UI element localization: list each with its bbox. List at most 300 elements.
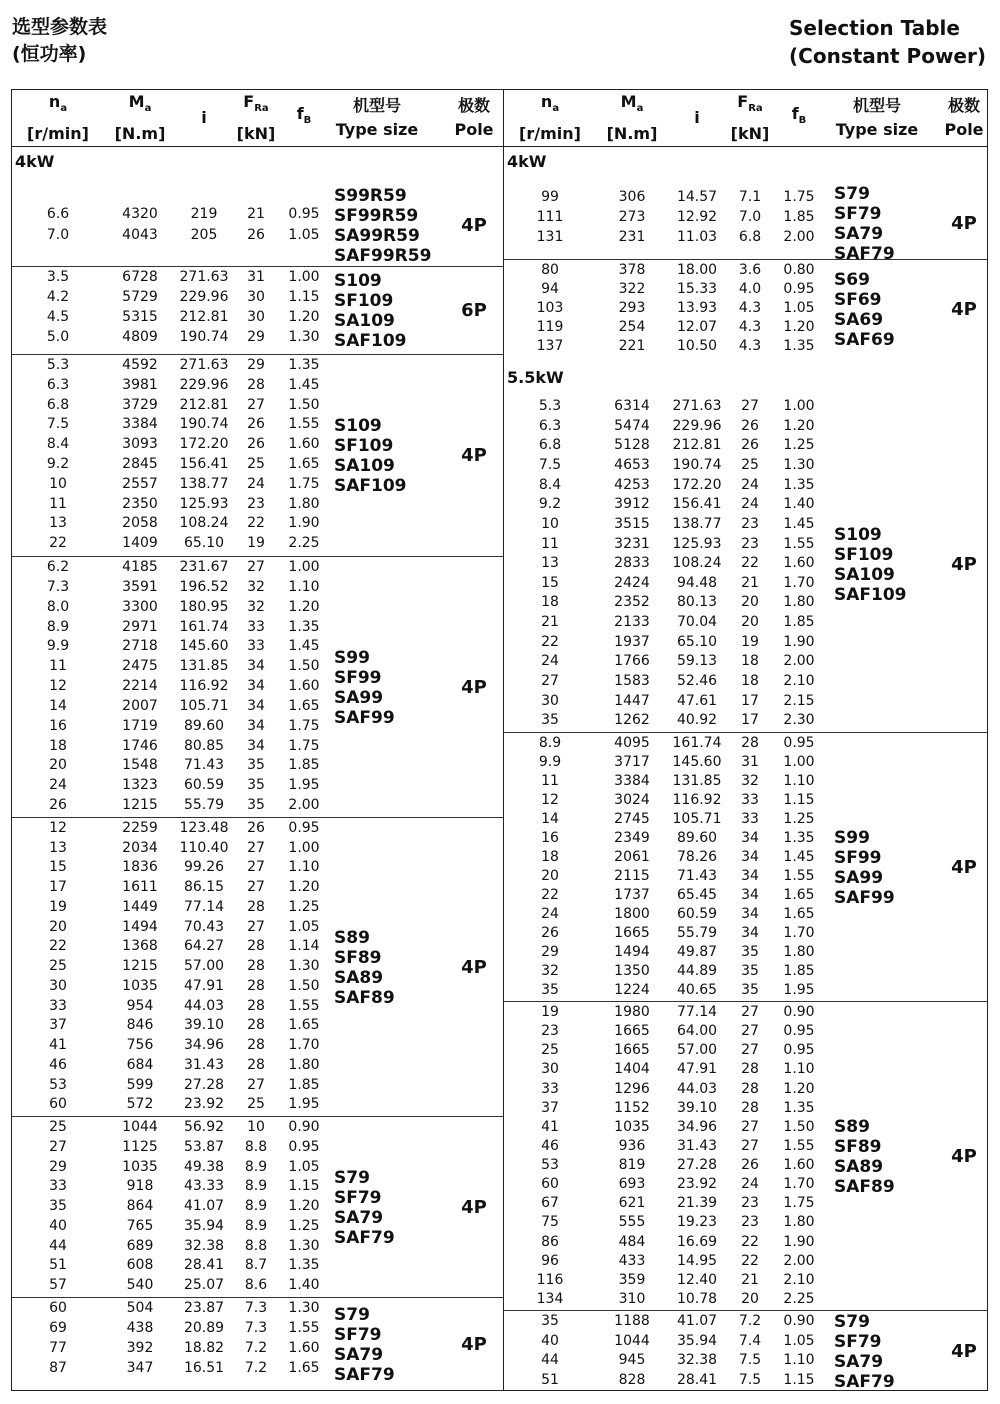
col-fra-unit: [kN] [236, 123, 276, 143]
cell-i: 156.41 [672, 496, 722, 513]
cell-ma: 6314 [614, 398, 650, 414]
cell-fra: 24 [247, 475, 265, 492]
cell-fra: 28 [741, 1061, 759, 1078]
cell-fb: 1.00 [288, 839, 320, 856]
cell-na: 24 [541, 906, 559, 922]
col-na-subscript: a [552, 103, 560, 115]
cell-fra: 28 [741, 1080, 759, 1097]
cell-fra: 3.6 [738, 262, 762, 278]
table-row [12, 1095, 332, 1114]
table-row [504, 633, 824, 652]
table-row [12, 356, 332, 375]
col-type-symbol: 机型号 [852, 96, 901, 115]
cell-ma: 2061 [614, 849, 650, 865]
cell-fra: 35 [247, 797, 265, 814]
cell-na: 29 [49, 1158, 67, 1175]
cell-fb: 0.95 [783, 281, 815, 297]
cell-fra: 34 [247, 697, 265, 714]
table-row [504, 1060, 824, 1079]
cell-i: 14.57 [676, 189, 718, 205]
cell-na: 7.5 [538, 456, 562, 473]
cell-ma: 1368 [122, 938, 158, 955]
cell-i: 78.26 [676, 849, 718, 865]
table-row [12, 858, 332, 877]
cell-fb: 0.95 [783, 1023, 815, 1040]
cell-ma: 347 [126, 1359, 154, 1376]
table-row [504, 397, 824, 416]
cell-ma: 1665 [614, 925, 650, 941]
cell-na: 18 [541, 849, 559, 865]
cell-fra: 31 [741, 754, 759, 770]
cell-na: 53 [49, 1076, 67, 1093]
col-fra-label [243, 90, 268, 121]
table-row [12, 1076, 332, 1095]
cell-fra: 28 [247, 1056, 265, 1073]
table-row [12, 637, 332, 656]
cell-fb: 1.65 [288, 1359, 320, 1376]
cell-i: 145.60 [179, 638, 229, 655]
cell-fb: 1.55 [783, 535, 815, 552]
cell-na: 8.0 [46, 598, 70, 615]
cell-na: 9.9 [46, 638, 70, 655]
table-row [12, 717, 332, 736]
cell-fra: 28 [247, 1037, 265, 1054]
col-na-symbol: n [48, 92, 61, 112]
cell-i: 11.03 [676, 228, 718, 245]
cell-fb: 0.95 [783, 1042, 815, 1059]
cell-i: 18.82 [183, 1339, 225, 1356]
cell-fb: 1.80 [288, 495, 320, 512]
cell-ma: 689 [126, 1237, 154, 1254]
type-size: SF109 [334, 436, 394, 456]
table-row [12, 796, 332, 815]
cell-fra: 27 [741, 398, 759, 414]
cell-fb: 1.85 [288, 1076, 320, 1093]
cell-fb: 1.40 [288, 1277, 320, 1294]
cell-i: 15.33 [676, 281, 718, 297]
type-size-list [334, 1305, 395, 1385]
cell-fb: 1.10 [288, 859, 320, 876]
cell-fra: 27 [741, 1042, 759, 1059]
cell-fra: 26 [247, 436, 265, 453]
cell-fra: 17 [741, 712, 759, 729]
table-row [12, 534, 332, 553]
type-size: SA99R59 [334, 225, 420, 246]
cell-fra: 23 [741, 535, 759, 552]
type-size-list [834, 270, 895, 350]
cell-i: 156.41 [179, 456, 229, 472]
cell-ma: 2350 [122, 495, 158, 512]
cell-na: 7.0 [46, 226, 70, 243]
col-na-label [541, 90, 559, 121]
cell-i: 70.43 [183, 918, 225, 935]
cell-fra: 35 [741, 963, 759, 979]
cell-fra: 10 [247, 1119, 265, 1135]
type-size: S79 [834, 1312, 870, 1332]
cell-fb: 1.30 [783, 456, 815, 473]
table-row [504, 495, 824, 514]
cell-na: 44 [541, 1352, 559, 1368]
col-na-label [49, 90, 67, 121]
type-size: S89 [834, 1117, 870, 1137]
cell-fra: 8.6 [244, 1277, 268, 1294]
cell-fb: 0.90 [783, 1313, 815, 1329]
cell-fra: 26 [741, 1157, 759, 1173]
col-type-label [853, 94, 901, 118]
table-row [504, 962, 824, 981]
type-size-list [334, 928, 395, 1008]
cell-fra: 22 [741, 1233, 759, 1250]
cell-na: 32 [541, 963, 559, 979]
cell-fra: 32 [741, 773, 759, 789]
col-fra-subscript: Ra [748, 103, 763, 115]
cell-na: 20 [49, 918, 67, 935]
cell-i: 44.03 [183, 997, 225, 1014]
cell-ma: 438 [126, 1319, 154, 1336]
cell-fb: 0.95 [288, 1138, 320, 1155]
type-size-list [334, 648, 395, 728]
table-row [504, 829, 824, 848]
cell-fb: 1.20 [783, 319, 815, 335]
type-size: SA99 [334, 688, 384, 708]
cell-fb: 1.70 [288, 1037, 320, 1054]
cell-fb: 1.35 [783, 830, 815, 846]
cell-i: 271.63 [179, 357, 229, 373]
type-size: SAF79 [334, 1228, 395, 1248]
type-size: SA79 [334, 1345, 384, 1365]
cell-na: 33 [541, 1080, 559, 1097]
type-size: SA99 [834, 868, 884, 888]
cell-fb: 1.95 [288, 777, 320, 794]
table-row [504, 593, 824, 612]
cell-ma: 1044 [122, 1119, 158, 1135]
cell-ma: 3300 [122, 598, 158, 615]
type-size-list [834, 1117, 895, 1197]
cell-ma: 433 [618, 1252, 646, 1269]
type-size: SF99 [834, 848, 882, 868]
cell-fra: 7.2 [244, 1339, 268, 1356]
cell-ma: 954 [126, 997, 154, 1014]
cell-ma: 572 [126, 1096, 154, 1113]
type-size: SF79 [334, 1188, 382, 1208]
cell-fb: 1.35 [783, 338, 815, 354]
type-size: SAF99 [334, 708, 395, 728]
table-row [12, 328, 332, 347]
cell-fra: 18 [741, 673, 759, 690]
cell-fb: 1.00 [783, 398, 815, 414]
cell-na: 9.9 [538, 754, 562, 770]
table-row [12, 898, 332, 917]
cell-i: 40.65 [676, 982, 718, 998]
cell-ma: 918 [126, 1178, 154, 1195]
cell-i: 105.71 [672, 811, 722, 827]
cell-fra: 4.3 [738, 319, 762, 335]
cell-na: 86 [541, 1233, 559, 1250]
table-row [504, 574, 824, 593]
col-fb-subscript: B [798, 115, 807, 127]
cell-ma: 2475 [122, 658, 158, 675]
cell-fb: 1.60 [288, 1339, 320, 1356]
cell-fb: 1.25 [288, 898, 320, 915]
table-row [504, 1003, 824, 1022]
cell-i: 41.07 [183, 1198, 225, 1215]
cell-fra: 31 [247, 269, 265, 285]
col-type-unit: Type size [835, 120, 919, 139]
table-row [504, 1312, 824, 1331]
group-separator [504, 259, 988, 260]
cell-na: 4.5 [46, 308, 70, 325]
table-row [504, 1099, 824, 1118]
header-left [12, 14, 107, 68]
table-row [12, 697, 332, 716]
table-row [12, 475, 332, 494]
cell-na: 94 [541, 281, 559, 297]
col-na-unit: [r/min] [519, 123, 581, 143]
cell-na: 27 [49, 1138, 67, 1155]
cell-fra: 32 [247, 598, 265, 615]
cell-ma: 2845 [122, 456, 158, 472]
table-row [504, 924, 824, 943]
cell-i: 57.00 [183, 958, 225, 975]
selection-table [11, 89, 988, 1391]
cell-na: 35 [541, 982, 559, 998]
cell-ma: 3729 [122, 396, 158, 413]
cell-i: 35.94 [676, 1332, 718, 1349]
col-fra-header [232, 90, 280, 146]
cell-i: 28.41 [183, 1257, 225, 1274]
cell-i: 12.40 [676, 1271, 718, 1288]
table-row [12, 937, 332, 956]
cell-fb: 1.55 [288, 416, 320, 433]
cell-fra: 25 [741, 456, 759, 473]
cell-i: 41.07 [676, 1313, 718, 1329]
col-i-header [668, 90, 726, 146]
table-row [504, 734, 824, 753]
cell-fra: 33 [741, 792, 759, 808]
cell-i: 65.10 [183, 535, 225, 552]
cell-fra: 23 [741, 1214, 759, 1231]
cell-ma: 4095 [614, 735, 650, 751]
cell-fb: 1.60 [783, 555, 815, 572]
cell-fb: 1.70 [783, 574, 815, 591]
cell-i: 190.74 [179, 328, 229, 345]
cell-na: 44 [49, 1237, 67, 1254]
cell-ma: 1548 [122, 757, 158, 774]
cell-na: 24 [49, 777, 67, 794]
cell-ma: 5729 [122, 288, 158, 305]
col-pole-unit: Pole [944, 120, 984, 139]
cell-fra: 28 [247, 958, 265, 975]
cell-fra: 7.4 [738, 1332, 762, 1349]
table-row [12, 1319, 332, 1338]
table-row [504, 1271, 824, 1290]
cell-ma: 1350 [614, 963, 650, 979]
cell-fra: 26 [247, 416, 265, 433]
cell-i: 34.96 [183, 1037, 225, 1054]
cell-fb: 1.30 [288, 958, 320, 975]
col-i-symbol: i [201, 108, 207, 127]
table-row [504, 943, 824, 962]
cell-ma: 1035 [614, 1118, 650, 1135]
table-row [504, 1118, 824, 1137]
cell-ma: 4043 [122, 226, 158, 243]
cell-na: 9.2 [538, 496, 562, 513]
cell-na: 21 [541, 614, 559, 631]
table-row [504, 791, 824, 810]
cell-fra: 28 [741, 735, 759, 751]
column-header-row [504, 90, 988, 147]
cell-ma: 1766 [614, 653, 650, 670]
cell-na: 11 [49, 495, 67, 512]
cell-ma: 1224 [614, 982, 650, 998]
cell-fb: 1.70 [783, 925, 815, 941]
cell-ma: 864 [126, 1198, 154, 1215]
type-size: S99 [834, 828, 870, 848]
cell-ma: 1447 [614, 692, 650, 709]
cell-na: 37 [541, 1099, 559, 1116]
col-ma-unit: [N.m] [114, 123, 166, 143]
cell-na: 5.0 [46, 328, 70, 345]
col-i-label [694, 106, 699, 130]
table-row [12, 308, 332, 327]
col-na-unit: [r/min] [27, 123, 89, 143]
cell-na: 60 [49, 1300, 67, 1316]
cell-fb: 1.75 [288, 475, 320, 492]
cell-fra: 35 [247, 777, 265, 794]
cell-i: 65.45 [676, 887, 718, 903]
col-pole-symbol: 极数 [947, 96, 980, 115]
cell-fra: 7.2 [738, 1313, 762, 1329]
cell-ma: 310 [618, 1290, 646, 1307]
cell-ma: 378 [618, 262, 646, 278]
cell-fra: 7.0 [738, 208, 762, 225]
cell-ma: 2259 [122, 820, 158, 836]
cell-na: 116 [536, 1271, 564, 1288]
cell-ma: 3384 [614, 773, 650, 789]
cell-ma: 1746 [122, 737, 158, 754]
cell-ma: 1125 [122, 1138, 158, 1155]
cell-fra: 26 [247, 820, 265, 836]
cell-fb: 2.00 [783, 653, 815, 670]
table-row [12, 1158, 332, 1177]
cell-ma: 2424 [614, 574, 650, 591]
cell-fb: 1.95 [288, 1096, 320, 1113]
table-row [12, 1177, 332, 1196]
col-fra-symbol: F [243, 92, 255, 112]
cell-ma: 2745 [614, 811, 650, 827]
cell-fra: 27 [247, 879, 265, 896]
table-row [504, 867, 824, 886]
col-type-header [322, 90, 432, 146]
cell-fra: 20 [741, 594, 759, 611]
cell-i: 219 [190, 205, 218, 222]
pole-value: 4P [461, 1334, 487, 1355]
cell-i: 55.79 [676, 925, 718, 941]
col-i-symbol: i [694, 108, 700, 127]
cell-i: 131.85 [179, 658, 229, 675]
cell-i: 190.74 [179, 416, 229, 433]
table-row [504, 1137, 824, 1156]
cell-i: 138.77 [672, 515, 722, 532]
type-size: SF109 [334, 291, 394, 311]
type-size: SAF79 [834, 244, 895, 264]
cell-na: 20 [49, 757, 67, 774]
cell-na: 51 [541, 1371, 559, 1388]
col-pole-symbol: 极数 [457, 96, 490, 115]
table-row [504, 848, 824, 867]
type-size: SA109 [334, 311, 395, 331]
cell-i: 161.74 [672, 735, 722, 751]
cell-ma: 1449 [122, 898, 158, 915]
type-size: SAF89 [834, 1177, 895, 1197]
cell-i: 71.43 [676, 868, 718, 884]
table-row [504, 318, 824, 337]
table-row [504, 417, 824, 436]
cell-fra: 23 [741, 1195, 759, 1212]
type-size-list [334, 271, 407, 351]
cell-fb: 1.65 [783, 887, 815, 903]
cell-i: 19.23 [676, 1214, 718, 1231]
cell-fra: 4.3 [738, 300, 762, 316]
type-size-list [334, 416, 407, 496]
column-header-row [12, 90, 503, 147]
cell-i: 28.41 [676, 1371, 718, 1388]
cell-fra: 34 [741, 925, 759, 941]
cell-na: 6.8 [46, 396, 70, 413]
cell-i: 80.85 [183, 737, 225, 754]
col-fra-header [726, 90, 774, 146]
power-label: 4kW [507, 152, 547, 171]
cell-ma: 2133 [614, 614, 650, 631]
col-na-subscript: a [60, 103, 68, 115]
cell-i: 108.24 [672, 555, 722, 572]
cell-na: 134 [536, 1290, 564, 1307]
cell-na: 6.8 [538, 437, 562, 454]
cell-ma: 1719 [122, 717, 158, 734]
pole-value: 4P [951, 1341, 977, 1362]
col-na-symbol: n [540, 92, 553, 112]
cell-i: 40.92 [676, 712, 718, 729]
cell-fra: 34 [741, 849, 759, 865]
table-row [12, 1056, 332, 1075]
cell-ma: 1262 [614, 712, 650, 729]
cell-ma: 3981 [122, 376, 158, 393]
cell-na: 22 [49, 938, 67, 955]
type-size: SA69 [834, 309, 884, 330]
cell-fra: 7.5 [738, 1352, 762, 1368]
cell-ma: 3591 [122, 578, 158, 595]
cell-na: 131 [536, 228, 564, 245]
type-size: SF99R59 [334, 205, 419, 226]
cell-fra: 34 [247, 737, 265, 754]
cell-fb: 2.25 [783, 1290, 815, 1307]
power-label: 5.5kW [507, 368, 564, 387]
cell-i: 16.51 [183, 1359, 225, 1376]
cell-na: 99 [541, 189, 559, 205]
cell-ma: 693 [618, 1176, 646, 1193]
cell-fb: 1.30 [288, 1300, 320, 1316]
cell-fb: 1.30 [288, 1237, 320, 1254]
table-row [504, 1252, 824, 1271]
cell-i: 18.00 [676, 262, 718, 278]
cell-na: 16 [541, 830, 559, 846]
group-separator [504, 1001, 988, 1002]
type-size: SF69 [834, 289, 882, 310]
col-fb-header [774, 90, 824, 146]
cell-fb: 1.20 [288, 1198, 320, 1215]
cell-fra: 21 [741, 1271, 759, 1288]
cell-na: 6.3 [538, 417, 562, 434]
